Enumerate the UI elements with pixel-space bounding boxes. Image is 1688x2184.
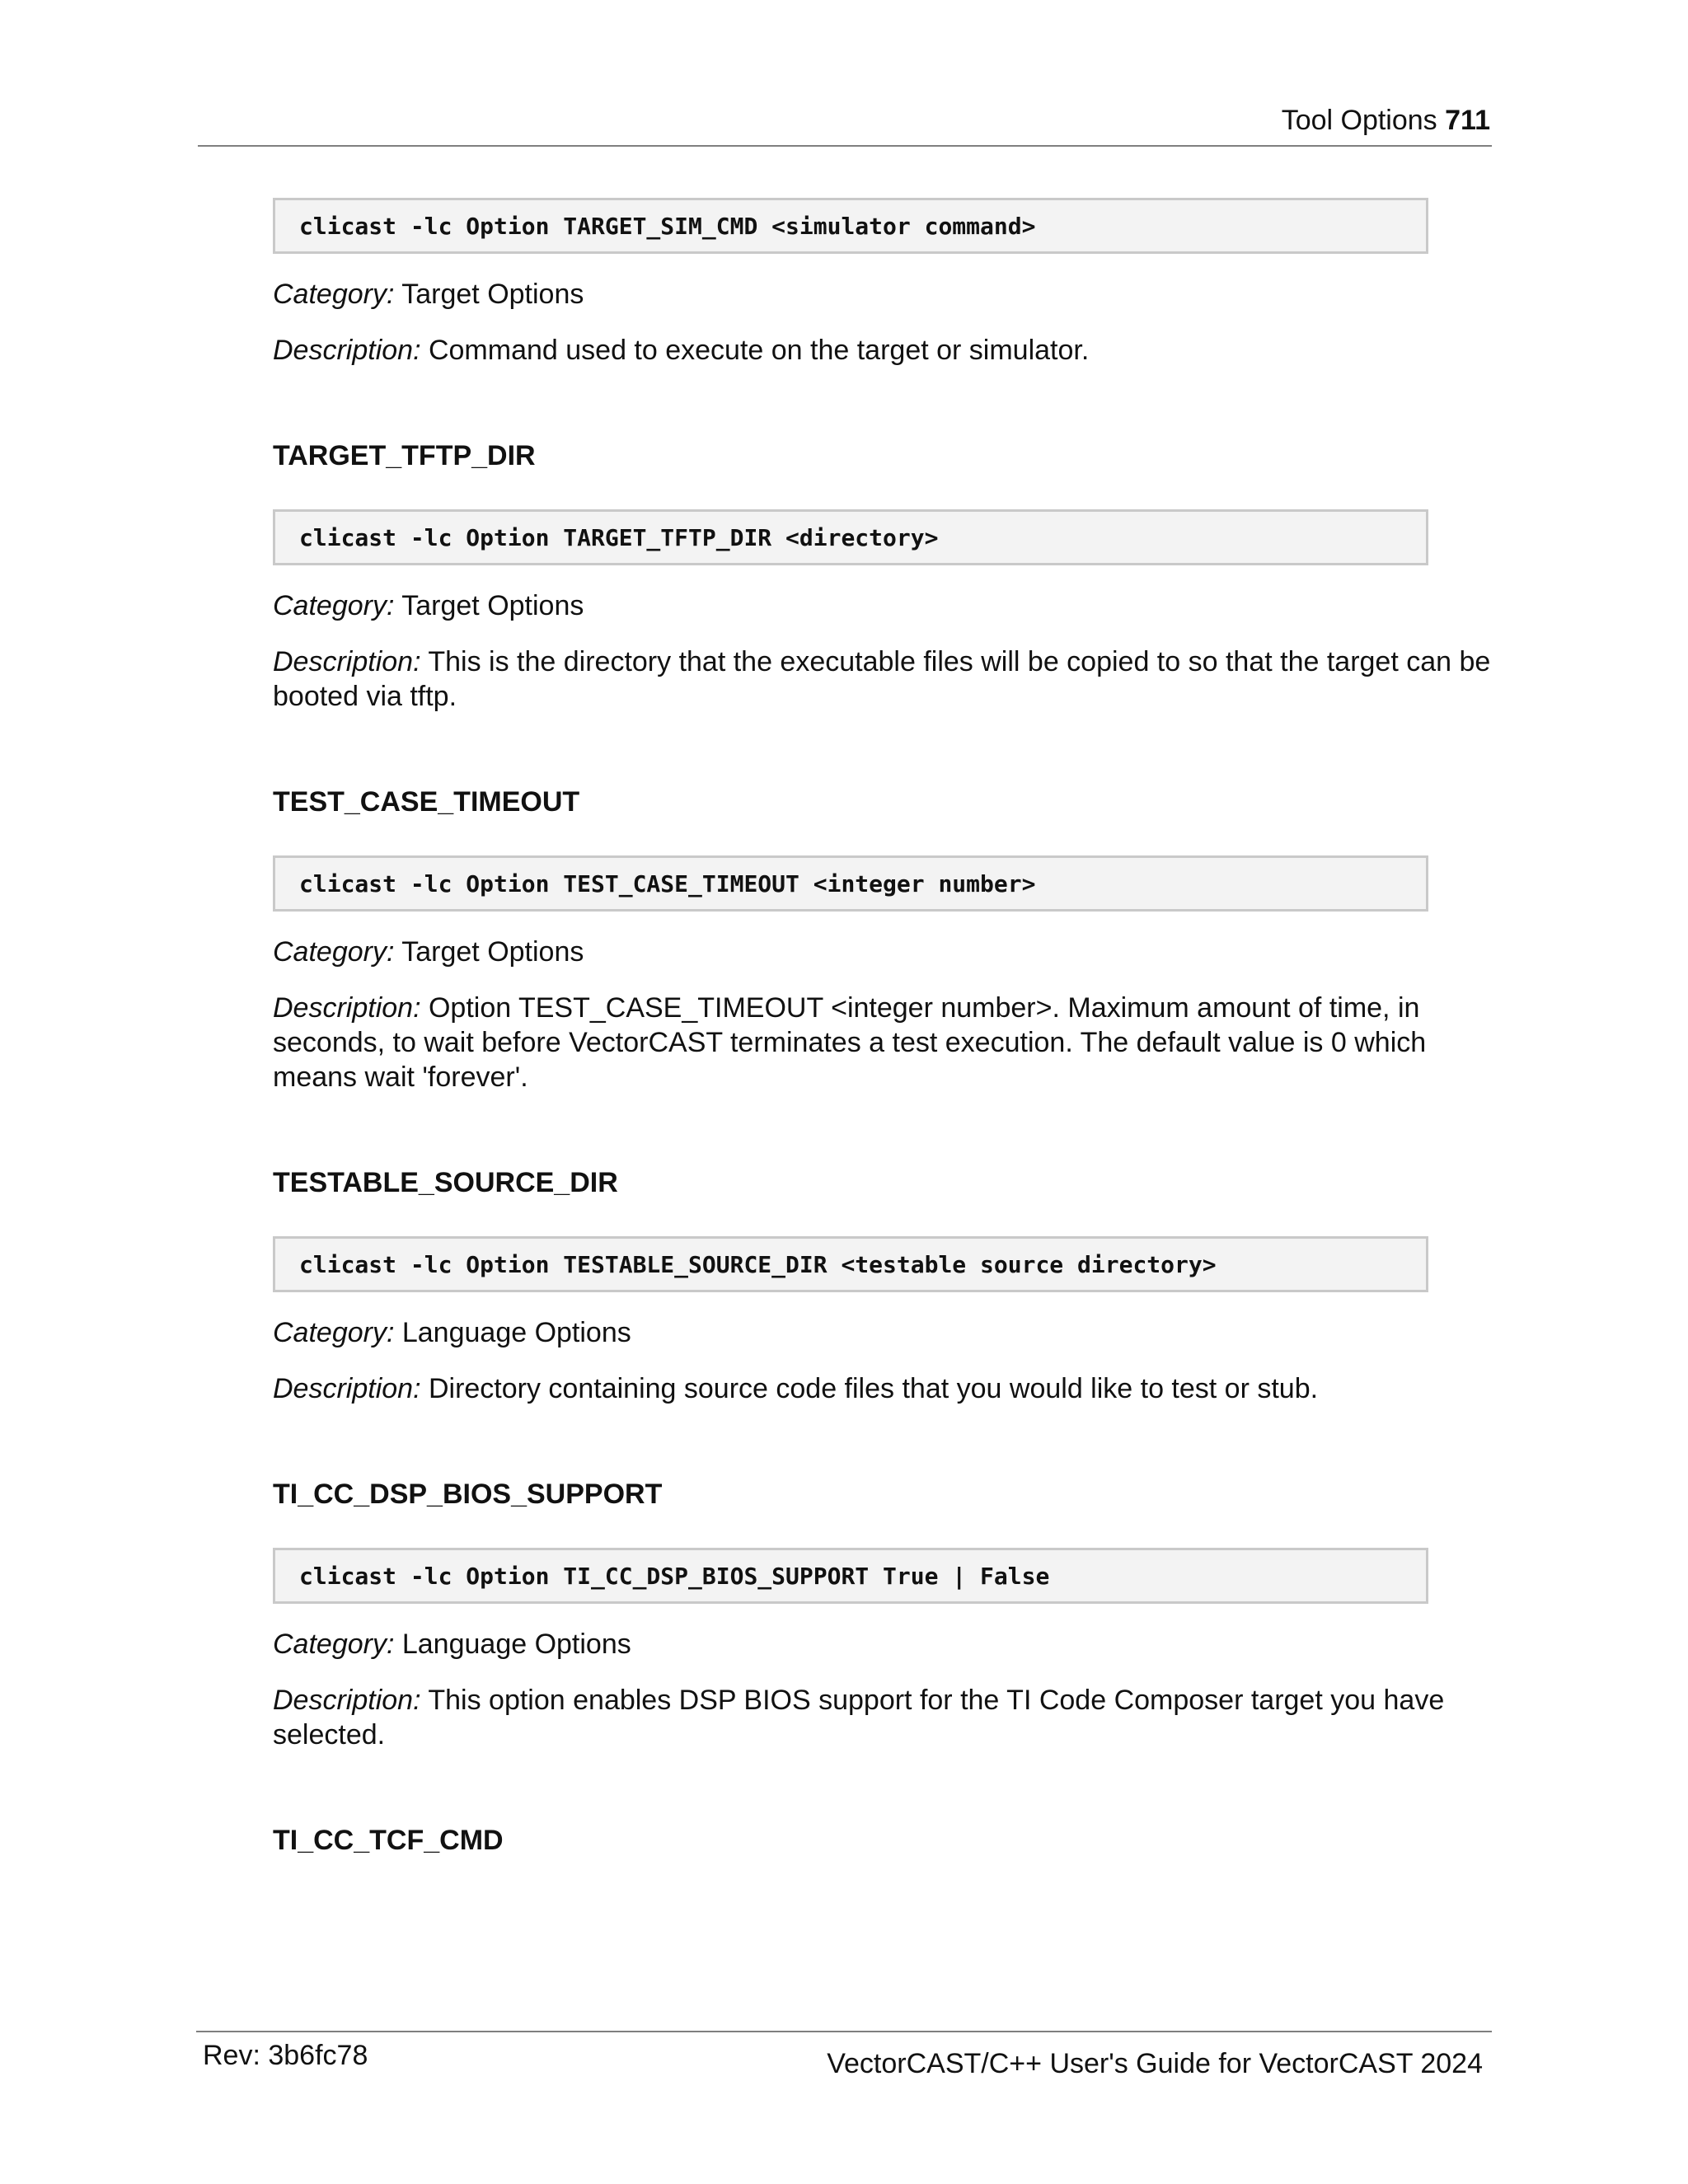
description-line [273,991,1493,1094]
category-value: Target Options [401,936,584,968]
description-text: Command used to execute on the target or simulator. [428,335,1090,366]
option-heading: TEST_CASE_TIMEOUT [273,786,580,818]
description-label: Description: [273,992,421,1024]
category-line [273,588,1493,623]
description-label: Description: [273,1685,421,1716]
option-section-target-tftp-dir [273,438,1493,714]
page-content [273,198,1493,1858]
description-text: Directory containing source code files that you would like to test or stub. [428,1373,1319,1404]
description-line [273,644,1493,714]
description-line [273,1683,1493,1752]
page-number: 711 [1445,105,1490,136]
code-block-target-sim-cmd: clicast -lc Option TARGET_SIM_CMD <simulator command> [273,198,1428,254]
option-section-testable-source-dir [273,1165,1493,1406]
description-label: Description: [273,1373,421,1404]
option-section-ti-cc-tcf-cmd [273,1823,1493,1858]
option-heading: TI_CC_DSP_BIOS_SUPPORT [273,1479,663,1510]
category-line [273,277,1493,312]
header-section-title: Tool Options [1281,105,1437,136]
page-header [198,104,1492,147]
category-label: Category: [273,936,395,968]
description-text: This is the directory that the executable files will be copied to so that the target can be booted via tftp. [273,646,1491,712]
footer-divider [196,2031,1492,2032]
category-value: Language Options [401,1629,631,1660]
footer-guide-title: VectorCAST/C++ User's Guide for VectorCAST 2024 [827,2048,1483,2079]
category-label: Category: [273,1629,395,1660]
category-label: Category: [273,279,395,310]
category-line [273,935,1493,969]
description-text: Option TEST_CASE_TIMEOUT <integer number>. Maximum amount of time, in seconds, to wait before VectorCAST terminates a test execution. The default value is 0 which means wait 'forever'. [273,992,1427,1093]
description-line [273,1371,1493,1406]
option-heading: TARGET_TFTP_DIR [273,440,536,471]
code-block: clicast -lc Option TI_CC_DSP_BIOS_SUPPORT True | False [273,1548,1428,1604]
category-value: Language Options [401,1317,631,1348]
code-block: clicast -lc Option TESTABLE_SOURCE_DIR <testable source directory> [273,1236,1428,1292]
description-text: This option enables DSP BIOS support for the TI Code Composer target you have selected. [273,1685,1445,1750]
category-line [273,1315,1493,1350]
code-block: clicast -lc Option TEST_CASE_TIMEOUT <integer number> [273,855,1428,912]
category-label: Category: [273,590,395,621]
option-heading: TI_CC_TCF_CMD [273,1825,504,1856]
footer-revision: Rev: 3b6fc78 [203,2040,368,2071]
code-block: clicast -lc Option TARGET_TFTP_DIR <directory> [273,509,1428,565]
category-value: Target Options [401,279,584,310]
category-value: Target Options [401,590,584,621]
category-label: Category: [273,1317,395,1348]
description-label: Description: [273,335,421,366]
option-section-test-case-timeout [273,785,1493,1094]
header-text [1282,104,1490,137]
description-line [273,333,1493,368]
description-label: Description: [273,646,421,677]
category-line [273,1627,1493,1661]
option-section-ti-cc-dsp-bios-support [273,1477,1493,1752]
option-heading: TESTABLE_SOURCE_DIR [273,1167,618,1198]
